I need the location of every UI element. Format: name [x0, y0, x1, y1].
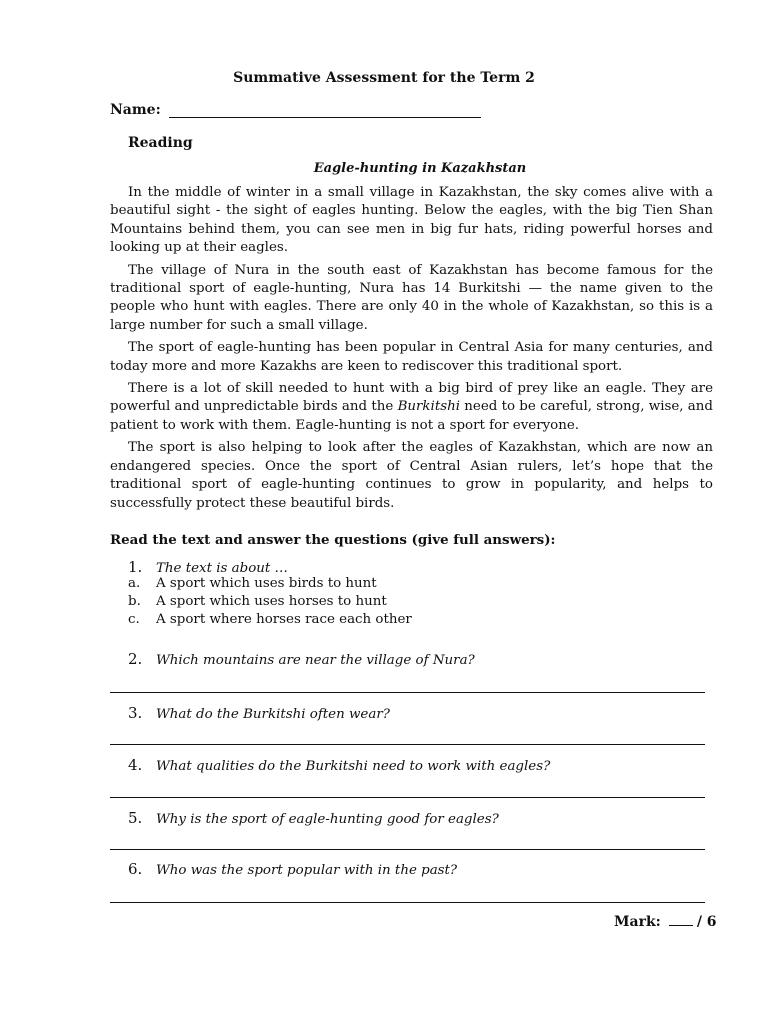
paragraph-4-end: need to be careful, strong, wise, and patient to work with them. Eagle-hunting is not a sport for everyone.	[110, 399, 713, 433]
answer-line-4[interactable]	[110, 797, 705, 798]
question-number: 5.	[128, 809, 143, 827]
question-4	[128, 756, 550, 774]
name-label: Name:	[110, 102, 161, 118]
mark-box	[614, 913, 717, 930]
name-field-row	[110, 102, 481, 118]
answer-line-2[interactable]	[110, 692, 705, 693]
question-2	[128, 650, 475, 668]
question-3	[128, 704, 390, 722]
section-heading: Reading	[128, 135, 193, 151]
questions-instruction: Read the text and answer the questions (give full answers):	[110, 532, 556, 548]
paragraph-4-start: There is a lot of skill needed to hunt with a big bird of prey like an eagle. They are powerful and unpredictable birds and the	[110, 381, 713, 415]
question-5	[128, 809, 499, 827]
option-letter: a.	[128, 576, 141, 591]
question-text: Who was the sport popular with in the past?	[156, 863, 458, 878]
name-blank-line[interactable]	[169, 103, 481, 118]
passage-paragraph-5: The sport is also helping to look after the eagles of Kazakhstan, which are now an endangered species. Once the sport of Central Asian rulers, let’s hope that the traditional sport of eagle-hunting continues to grow in popularity, and helps to successfully protect these beautiful birds.	[110, 440, 713, 511]
question-1-stem	[128, 558, 412, 576]
answer-line-6[interactable]	[110, 902, 705, 903]
question-text: The text is about …	[156, 561, 288, 576]
question-text: Which mountains are near the village of Nura?	[156, 653, 475, 668]
passage-paragraph-2: The village of Nura in the south east of Kazakhstan has become famous for the traditional sport of eagle-hunting, Nura has 14 Burkitshi — the name given to the people who hunt with eagles. There are only 40 in the whole of Kazakhstan, so this is a large number for such a small village.	[110, 262, 713, 333]
document-title: Summative Assessment for the Term 2	[233, 70, 535, 86]
option-c[interactable]	[128, 612, 412, 630]
question-6	[128, 860, 457, 878]
story-title: Eagle-hunting in Kazakhstan	[313, 161, 527, 176]
question-number: 6.	[128, 860, 143, 878]
question-text: What do the Burkitshi often wear?	[156, 707, 390, 722]
question-number: 4.	[128, 756, 143, 774]
burkitshi-term: Burkitshi	[397, 399, 460, 415]
question-number: 1.	[128, 558, 143, 576]
question-number: 3.	[128, 704, 143, 722]
answer-line-5[interactable]	[110, 849, 705, 850]
question-text: What qualities do the Burkitshi need to work with eagles?	[156, 759, 551, 774]
question-number: 2.	[128, 650, 143, 668]
option-letter: c.	[128, 612, 140, 627]
option-letter: b.	[128, 594, 141, 609]
answer-line-3[interactable]	[110, 744, 705, 745]
mark-label: Mark:	[614, 914, 661, 930]
question-1	[128, 558, 412, 630]
passage-paragraph-4	[110, 380, 713, 435]
option-text: A sport where horses race each other	[156, 612, 412, 627]
passage-paragraph-3: The sport of eagle-hunting has been popular in Central Asia for many centuries, and today more and more Kazakhs are keen to rediscover this traditional sport.	[110, 340, 713, 374]
option-a[interactable]	[128, 576, 412, 594]
passage-paragraph-1: In the middle of winter in a small village in Kazakhstan, the sky comes alive with a beautiful sight - the sight of eagles hunting. Below the eagles, with the big Tien Shan Mountains behind them, you can see men in big fur hats, riding powerful horses and looking up at their eagles.	[110, 185, 713, 256]
mark-blank-line[interactable]	[669, 913, 693, 926]
option-text: A sport which uses horses to hunt	[156, 594, 387, 609]
reading-passage	[110, 184, 713, 517]
option-b[interactable]	[128, 594, 412, 612]
option-text: A sport which uses birds to hunt	[156, 576, 377, 591]
question-text: Why is the sport of eagle-hunting good for eagles?	[156, 812, 499, 827]
mark-total: / 6	[696, 914, 717, 930]
